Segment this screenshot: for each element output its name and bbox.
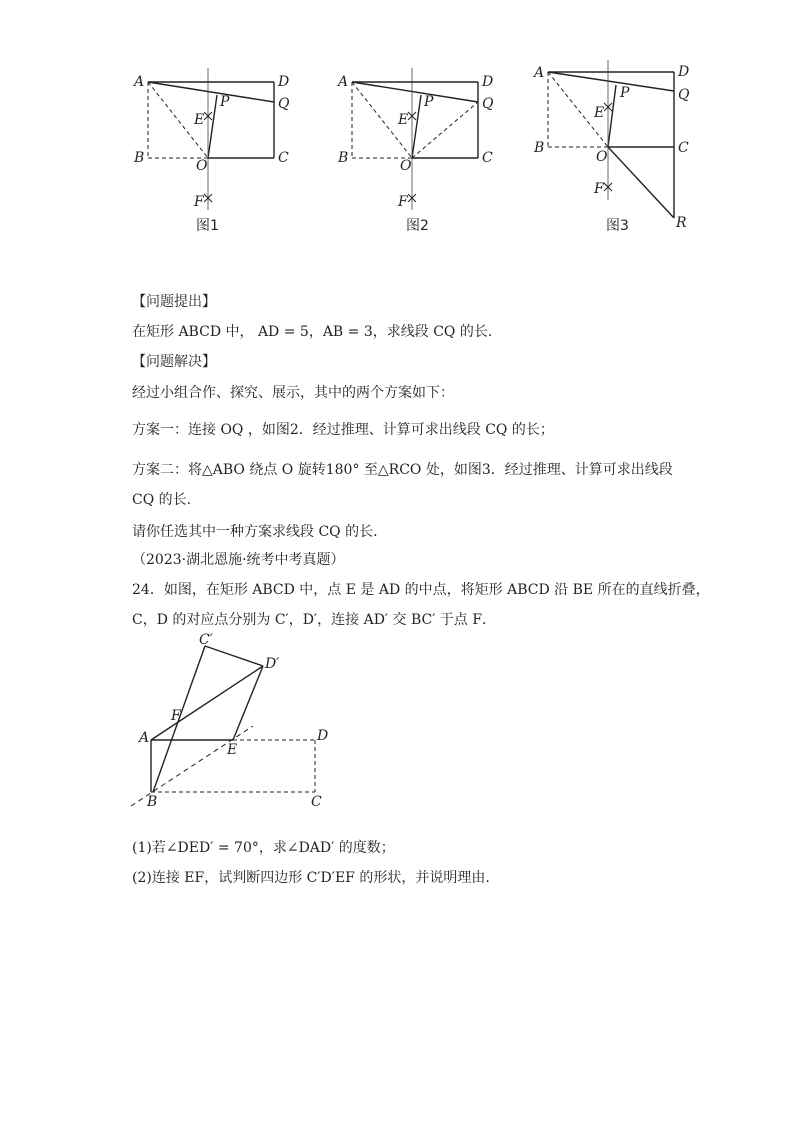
label-a: A (134, 74, 145, 90)
label-f: F (194, 194, 204, 210)
plan-one: 方案一：连接 OQ ，如图2．经过推理、计算可求出线段 CQ 的长； (132, 422, 554, 438)
label-d-prime: D′ (265, 656, 280, 672)
label-o: O (596, 149, 608, 165)
plan-two-line-2: CQ 的长. (132, 492, 192, 508)
plan-two-line-1: 方案二：将△ABO 绕点 O 旋转180° 至△RCO 处，如图3．经过推理、计算可求出线段 (132, 462, 673, 478)
source-line: （2023·湖北恩施·统考中考真题） (132, 552, 345, 568)
figure-2 (334, 60, 504, 240)
label-e: E (398, 112, 409, 128)
section-solve-heading: 【问题解决】 (132, 354, 216, 370)
subquestion-1: (1)若∠DED′ = 70°，求∠DAD′ 的度数； (132, 840, 395, 856)
question-24-line-2: C，D 的对应点分别为 C′，D′，连接 AD′ 交 BC′ 于点 F． (132, 612, 497, 628)
label-q: Q (482, 96, 494, 112)
label-d: D (278, 74, 290, 90)
label-p: P (424, 94, 434, 110)
label-f: F (594, 181, 604, 197)
figure-2-caption: 图2 (406, 218, 429, 234)
label-d: D (317, 728, 329, 744)
figure-2-drawing (334, 60, 504, 240)
label-p: P (620, 85, 630, 101)
raise-line: 在矩形 ABCD 中， AD = 5，AB = 3，求线段 CQ 的长. (132, 324, 493, 340)
label-d: D (482, 74, 494, 90)
label-f: F (398, 194, 408, 210)
label-p: P (220, 94, 230, 110)
label-q: Q (678, 87, 690, 103)
label-c: C (278, 150, 289, 166)
section-raise-heading: 【问题提出】 (132, 294, 216, 310)
label-a: A (534, 65, 545, 81)
figure-4 (125, 628, 345, 813)
label-r: R (676, 215, 687, 231)
label-o: O (400, 158, 412, 174)
question-24-line-1: 24．如图，在矩形 ABCD 中，点 E 是 AD 的中点，将矩形 ABCD 沿 BE 所在的直线折叠， (132, 582, 710, 598)
label-a: A (338, 74, 349, 90)
label-o: O (196, 158, 208, 174)
choose-line: 请你任选其中一种方案求线段 CQ 的长. (132, 524, 378, 540)
label-a: A (139, 730, 150, 746)
subquestion-2: (2)连接 EF，试判断四边形 C′D′EF 的形状，并说明理由. (132, 870, 490, 886)
label-d: D (678, 64, 690, 80)
figure-4-drawing (125, 628, 345, 813)
label-e: E (594, 105, 605, 121)
label-c-prime: C′ (199, 632, 213, 648)
figure-3-drawing (530, 55, 705, 240)
figure-1 (130, 60, 300, 240)
label-c: C (311, 794, 322, 810)
figure-1-caption: 图1 (196, 218, 219, 234)
label-e: E (227, 742, 238, 758)
label-b: B (338, 150, 349, 166)
label-b: B (147, 794, 158, 810)
solve-intro: 经过小组合作、探究、展示，其中的两个方案如下： (132, 385, 454, 401)
label-e: E (194, 112, 205, 128)
figure-3 (530, 55, 705, 240)
label-q: Q (278, 96, 290, 112)
label-f: F (171, 708, 181, 724)
label-c: C (482, 150, 493, 166)
label-c: C (678, 140, 689, 156)
figure-1-drawing (130, 60, 300, 240)
figure-3-caption: 图3 (606, 218, 629, 234)
label-b: B (134, 150, 145, 166)
label-b: B (534, 140, 545, 156)
